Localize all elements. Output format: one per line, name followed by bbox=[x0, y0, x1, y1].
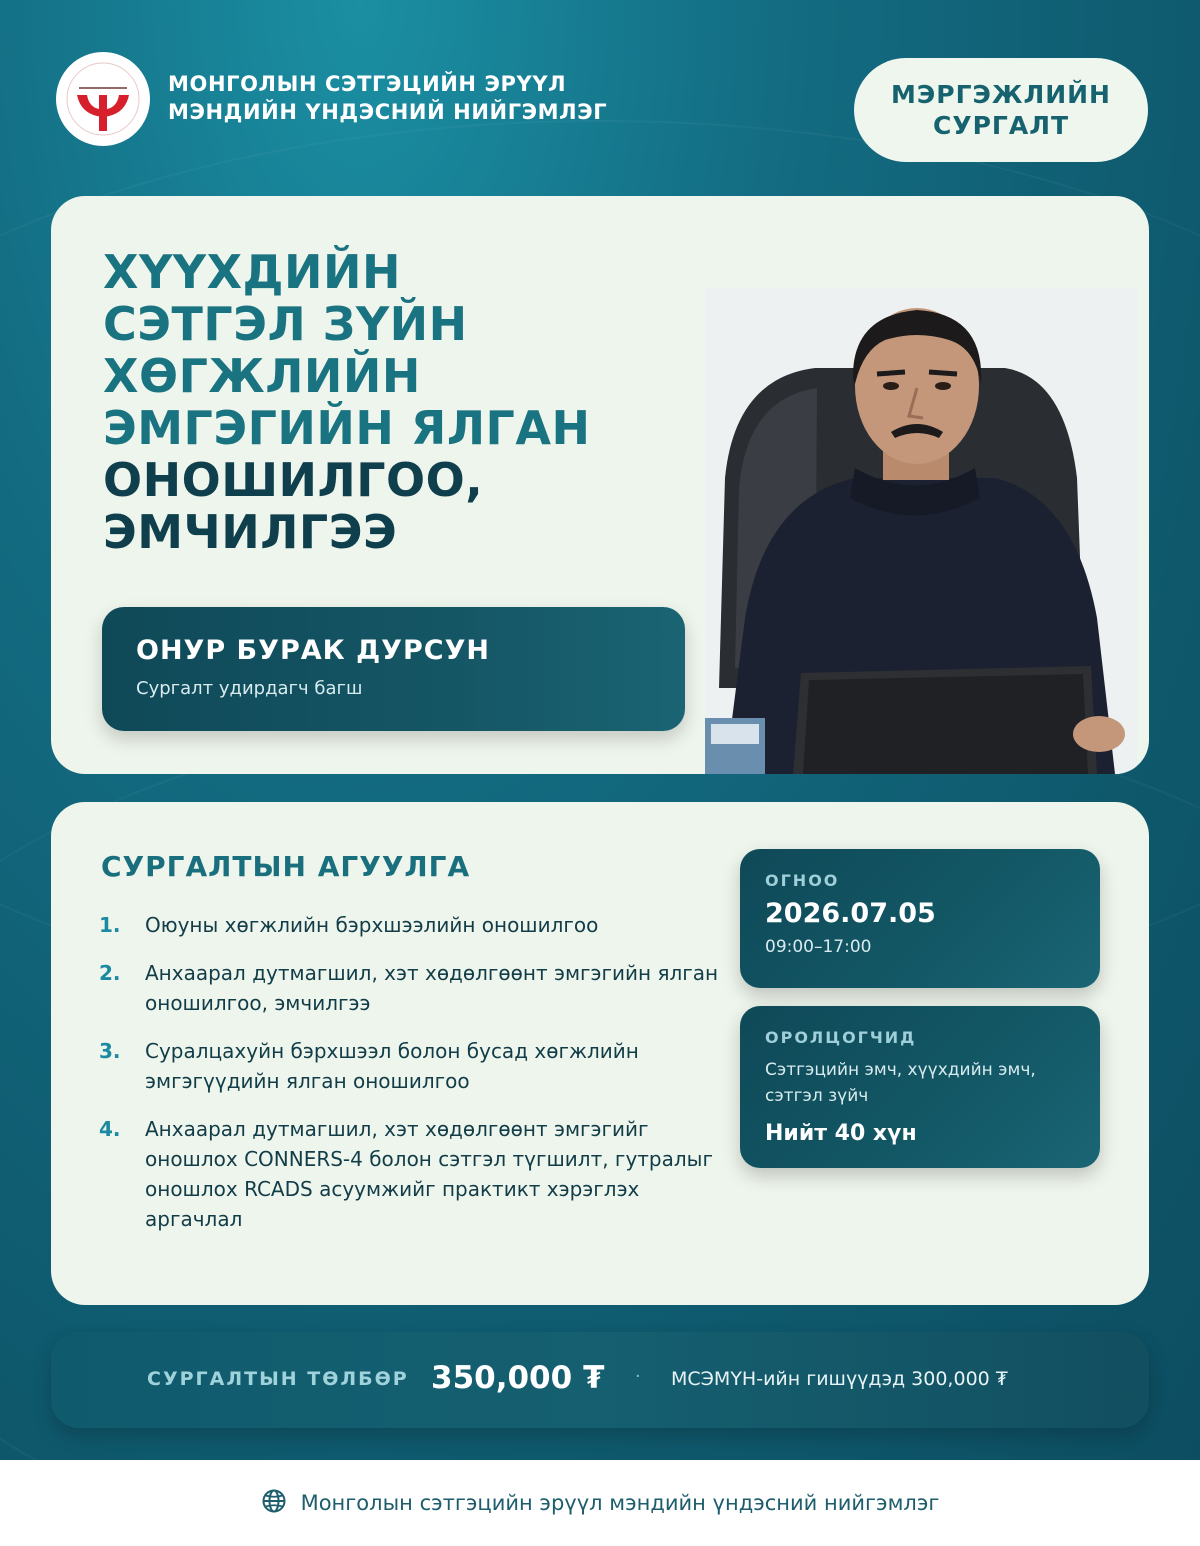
list-item-text: Анхаарал дутмагшил, хэт хөдөлгөөнт эмгэгийг оношлох CONNERS-4 болон сэтгэл түгшилт, гутралыг оношлох RCADS асуумжийг практикт хэрэглэх аргачлал bbox=[145, 1117, 713, 1231]
training-type-badge bbox=[854, 58, 1148, 162]
list-item bbox=[99, 910, 719, 940]
content-card bbox=[51, 802, 1149, 1305]
fee-amount: 350,000 ₮ bbox=[431, 1360, 605, 1396]
content-title: СУРГАЛТЫН АГУУЛГА bbox=[101, 850, 471, 883]
org-name bbox=[168, 70, 668, 126]
date-card bbox=[740, 849, 1100, 988]
participants-total: Нийт 40 хүн bbox=[765, 1121, 917, 1146]
participants-label: ОРОЛЦОГЧИД bbox=[765, 1028, 917, 1047]
org-name-line2: МЭНДИЙН ҮНДЭСНИЙ НИЙГЭМЛЭГ bbox=[168, 100, 608, 124]
trainer-photo bbox=[705, 288, 1137, 774]
list-item-text: Анхаарал дутмагшил, хэт хөдөлгөөнт эмгэгийн ялган оношилгоо, эмчилгээ bbox=[145, 961, 719, 1015]
fee-member-price: МСЭМҮН-ийн гишүүдэд 300,000 ₮ bbox=[671, 1368, 1008, 1390]
list-item bbox=[99, 958, 719, 1018]
title-line: ЭМГЭГИЙН ЯЛГАН bbox=[103, 401, 591, 455]
hero-card bbox=[51, 196, 1149, 774]
time-value: 09:00–17:00 bbox=[765, 937, 872, 957]
title-line: ОНОШИЛГОО, bbox=[103, 453, 484, 507]
participants-text: Сэтгэцийн эмч, хүүхдийн эмч, сэтгэл зүйч bbox=[765, 1060, 1036, 1106]
title-line: СЭТГЭЛ ЗҮЙН bbox=[103, 297, 468, 351]
psi-logo-icon bbox=[56, 52, 150, 146]
fee-separator: · bbox=[635, 1366, 641, 1387]
date-label: ОГНОО bbox=[765, 871, 840, 890]
fee-label: СУРГАЛТЫН ТӨЛБӨР bbox=[147, 1368, 409, 1390]
content-list bbox=[99, 910, 719, 1252]
title-line: ХҮҮХДИЙН bbox=[103, 245, 402, 299]
list-item-number: 1. bbox=[99, 913, 121, 937]
trainer-card bbox=[102, 607, 685, 731]
list-item bbox=[99, 1114, 719, 1234]
badge-line1: МЭРГЭЖЛИЙН bbox=[891, 80, 1111, 109]
list-item-number: 4. bbox=[99, 1117, 121, 1141]
fee-bar bbox=[51, 1332, 1149, 1428]
footer-text: Монголын сэтгэцийн эрүүл мэндийн үндэсний нийгэмлэг bbox=[300, 1491, 940, 1515]
participants-card bbox=[740, 1006, 1100, 1168]
trainer-role: Сургалт удирдагч багш bbox=[136, 678, 363, 699]
list-item-text: Суралцахуйн бэрхшээл болон бусад хөгжлийн эмгэгүүдийн ялган оношилгоо bbox=[145, 1039, 639, 1093]
footer bbox=[0, 1460, 1200, 1546]
org-name-line1: МОНГОЛЫН СЭТГЭЦИЙН ЭРҮҮЛ bbox=[168, 72, 567, 96]
list-item bbox=[99, 1036, 719, 1096]
list-item-number: 3. bbox=[99, 1039, 121, 1063]
trainer-name: ОНУР БУРАК ДУРСУН bbox=[136, 635, 490, 666]
title-line: ЭМЧИЛГЭЭ bbox=[103, 505, 398, 559]
globe-icon bbox=[261, 1488, 287, 1518]
list-item-number: 2. bbox=[99, 961, 121, 985]
list-item-text: Оюуны хөгжлийн бэрхшээлийн оношилгоо bbox=[145, 913, 599, 937]
title-line: ХӨГЖЛИЙН bbox=[103, 349, 421, 403]
training-title bbox=[103, 246, 663, 558]
badge-line2: СУРГАЛТ bbox=[932, 111, 1070, 140]
date-value: 2026.07.05 bbox=[765, 898, 936, 929]
